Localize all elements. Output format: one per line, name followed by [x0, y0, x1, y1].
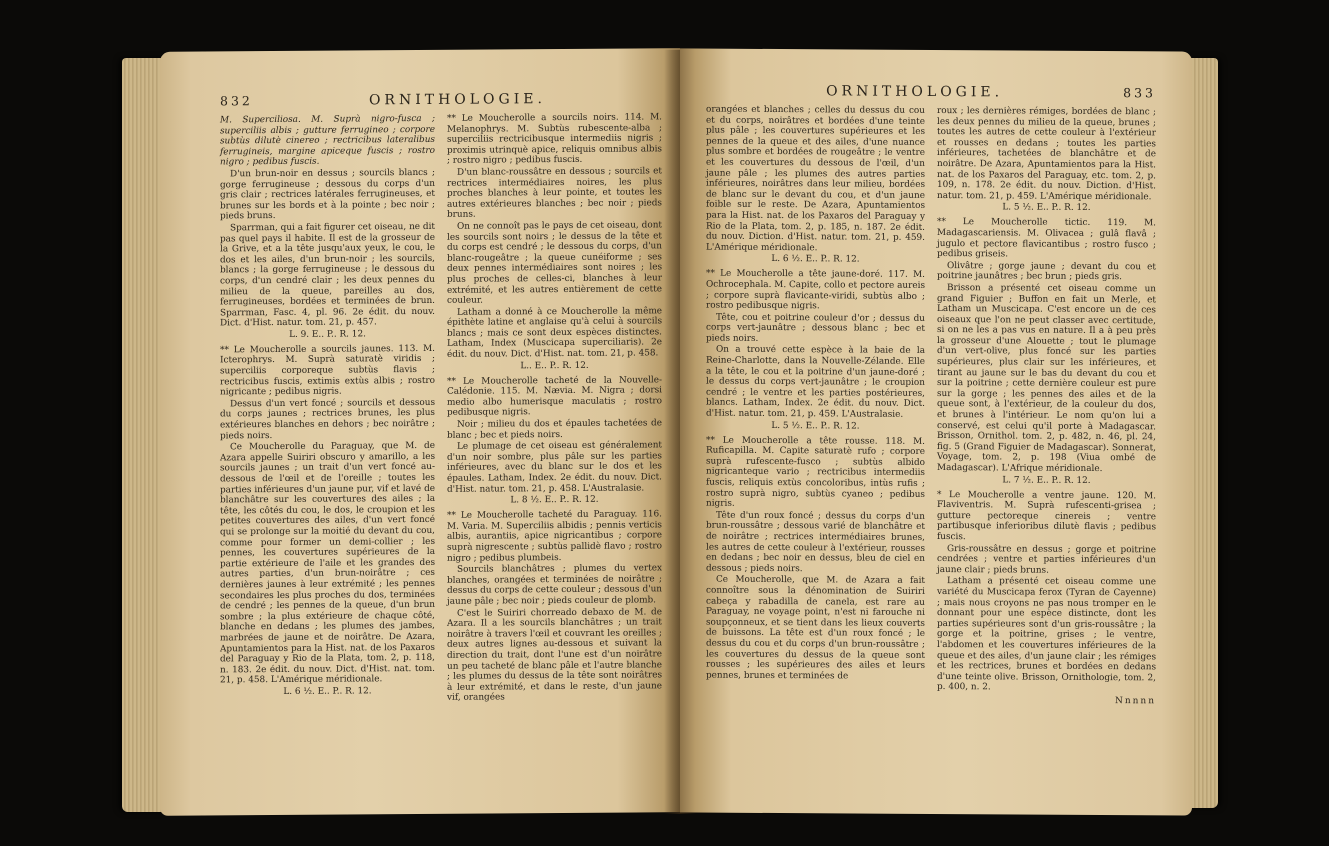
species-entry-heading: ** Le Moucherolle tictic. 119. M. Madagascariensis. M. Olivacea ; gulâ flavâ ; jugulo et pectore flavicantibus ; rostro fusco ; pedibus griseis. [937, 217, 1156, 260]
body-paragraph: Gris-roussâtre en dessus ; gorge et poitrine cendrées ; ventre et parties inférieures d'un jaune clair ; pieds bruns. [937, 543, 1156, 576]
left-page-column-2 [447, 112, 662, 704]
measurement-line: L.. E.. P.. R. 12. [520, 360, 589, 371]
body-paragraph: Olivâtre ; gorge jaune ; devant du cou et poitrine jaunâtres ; bec brun ; pieds gris. [937, 260, 1156, 283]
right-page-header [706, 83, 1156, 102]
body-paragraph: Latham a donné à ce Moucherolle la même épithète latine et anglaise qu'à celui à sourcils blancs ; mais ce sont deux espèces distinctes. Latham, Index (Muscicapa superciliaris). 2e édit. du nouv. Dict. d'Hist. nat. tom. 21, p. 458. [447, 305, 662, 360]
right-page-column-1 [706, 105, 925, 694]
body-paragraph: Sourcils blanchâtres ; plumes du vertex blanches, orangées et terminées de noirâtre ; dessus du corps de cette couleur ; dessous d'un jaune pâle ; bec noir ; pieds couleur de plomb. [447, 563, 662, 607]
body-paragraph: Ce Moucherolle, que M. de Azara a fait connoître sous la dénomination de Suiriri cabeça y rabadilla de canela, est rare au Paraguay, ne voyage point, n'est ni farouche ni soupçonneux, et se tient dans les lieux couverts de buissons. La tête est d'un roux foncé ; le dessus du cou et du corps d'un brun-roussâtre ; les couvertures du dessus de la queue sont rousses ; les supérieures des ailes et leurs pennes, brunes et terminées de [706, 574, 925, 682]
continued-paragraph: roux ; les dernières rémiges, bordées de blanc ; les deux pennes du milieu de la queue, brunes ; toutes les autres de cette couleur à l'extérieur et rousses en dedans ; toutes les parties inférieures, tachetées de blanchâtre et de noirâtre. De Azara, Apuntamientos para la Hist. nat. de los Paxaros del Paraguay, etc. tom. 2, p. 109, n. 178. 2e édit. du nouv. Diction. d'Hist. natur. tom. 21, p. 459. L'Amérique méridionale. [937, 106, 1156, 203]
body-paragraph: Sparrman, qui a fait figurer cet oiseau, ne dit pas quel pays il habite. Il est de la grosseur de la Grive, et a la tête jusqu'aux yeux, le cou, le dos et les ailes, d'un brun-noir ; les sourcils, blancs ; la gorge ferrugineuse ; le dessous du corps, d'un cendré clair ; les deux pennes du milieu de la queue, pareilles au dos, ferrugineuses, bordées et terminées de brun. Sparrman, Fasc. 4, pl. 96. 2e édit. du nouv. Dict. d'Hist. natur. tom. 21, p. 457. [220, 221, 435, 329]
left-page-column-1 [220, 114, 435, 706]
species-entry-heading: ** Le Moucherolle a tête rousse. 118. M. Ruficapilla. M. Capite saturatè rufo ; corpore suprà rufescente-fusco ; subtùs albido nigricanteque vario ; rectricibus intermediis fuscis, reliquis extùs concoloribus, intùs rufis ; rostro suprà nigro, subtùs cyaneo ; pedibus nigris. [706, 435, 925, 509]
species-entry-heading: ** Le Moucherolle a tête jaune-doré. 117. M. Ochrocephala. M. Capite, collo et pectore aureis ; corpore suprà flavicante-viridi, subtùs albo ; rostro pedibusque nigris. [706, 268, 925, 312]
species-entry-heading: ** Le Moucherolle tacheté du Paraguay. 116. M. Varia. M. Superciliis albidis ; pennis verticis albis, aurantiis, apice nigricantibus ; corpore suprà nigrescente ; subtùs pallidè flavo ; rostro nigro ; pedibus plumbeis. [447, 509, 662, 564]
page-number: 833 [1123, 85, 1156, 101]
species-entry-heading: * Le Moucherolle a ventre jaune. 120. M. Flaviventris. M. Suprà rufescenti-grisea ; gutture pectoreque cinereis ; ventre partibusque inferioribus dilutè flavis ; pedibus fuscis. [937, 489, 1156, 543]
continued-paragraph: orangées et blanches ; celles du dessus du cou et du corps, noirâtres et bordées d'une teinte plus pâle ; les couvertures supérieures et les pennes de la queue et des ailes, d'une nuance plus sombre et bordées de rougeâtre ; le ventre et les couvertures du dessous de l'œil, d'un jaune pâle ; les plumes des autres parties inférieures, noirâtres dans leur milieu, bordées de blanc sur le devant du cou, et d'un jaune foible sur le reste. De Azara, Apuntamientos para la Hist. nat. de los Paxaros del Paraguay y Rio de la Plata, tom. 2, p. 185, n. 187. 2e édit. du nouv. Diction. d'Hist. natur. tom. 21, p. 459. L'Amérique méridionale. [706, 104, 925, 253]
body-paragraph: Tête d'un roux foncé ; dessus du corps d'un brun-roussâtre ; dessous varié de blanchâtre et de noirâtre ; rectrices intermédiaires brunes, les autres de cette couleur à l'extérieur, rousses en dedans ; bec noir en dessus, bleu de ciel en dessous ; pieds noirs. [706, 510, 925, 574]
body-paragraph: D'un blanc-roussâtre en dessous ; sourcils et rectrices intermédiaires noires, les plus proches blanches à leur pointe, et toutes les autres extérieures blanches ; bec noir ; pieds bruns. [447, 166, 662, 221]
page-number: 832 [220, 93, 253, 109]
right-page [680, 48, 1192, 815]
left-page-header [220, 90, 662, 109]
measurement-line: L. 5 ½. E.. P.. R. 12. [1002, 202, 1091, 214]
measurement-line: L. 7 ½. E.. P.. R. 12. [1002, 474, 1091, 486]
body-paragraph: Dessus d'un vert foncé ; sourcils et dessous du corps jaunes ; rectrices brunes, les plus extérieures blanches en dehors ; bec noirâtre ; pieds noirs. [220, 397, 435, 442]
measurement-line: L. 6 ½. E.. P.. R. 12. [283, 686, 372, 697]
body-paragraph: Le plumage de cet oiseau est généralement d'un noir sombre, plus pâle sur les parties inférieures, avec du blanc sur le dos et les épaules. Latham, Index. 2e édit. du nouv. Dict. d'Hist. natur. tom. 21, p. 458. L'Australasie. [447, 440, 662, 495]
measurement-line: L. 6 ½. E.. P.. R. 12. [771, 254, 860, 265]
page-edges-right [1188, 58, 1218, 808]
measurement-line: L. 5 ½. E.. P.. R. 12. [771, 420, 860, 432]
body-paragraph: D'un brun-noir en dessus ; sourcils blancs ; gorge ferrugineuse ; dessous du corps d'un gris clair ; rectrices latérales ferrugineuses, et brunes sur les bords et à la pointe ; bec noir ; pieds bruns. [220, 167, 435, 222]
measurement-line: L. 8 ½. E.. P.. R. 12. [510, 494, 599, 506]
signature-mark: Nnnnn [1114, 695, 1156, 707]
left-page [160, 48, 680, 816]
running-head: ORNITHOLOGIE. [826, 83, 1004, 101]
measurement-line: L. 9. E.. P.. R. 12. [289, 329, 366, 340]
body-paragraph: Ce Moucherolle du Paraguay, que M. de Azara appelle Suiriri obscuro y amarillo, a les sourcils jaunes ; un trait d'un vert foncé au-dessous de l'œil et de l'oreille ; toutes les parties inférieures d'un jaune pur, vif et lavé de blanchâtre sur les couvertures des ailes ; la tête, les côtés du cou, le dos, le croupion et les petites couvertures des ailes, d'un vert foncé qui se prolonge sur la moitié du devant du cou, comme pour former un demi-collier ; les pennes, les couvertures supérieures de la partie extérieure de l'aile et les grandes des autres parties, d'un brun-noirâtre ; ces dernières jaunes à leur extrémité ; les pennes secondaires les plus proches du dos, terminées de cendré ; les pennes de la queue, d'un brun sombre ; la plus extérieure de chaque côté, blanche en dedans ; les plumes des jambes, marbrées de jaune et de noirâtre. De Azara, Apuntamientos para la Hist. nat. de los Paxaros del Paraguay y Rio de la Plata, tom. 2, p. 118, n. 183. 2e édit. du nouv. Dict. d'Hist. nat. tom. 21, p. 458. L'Amérique méridionale. [220, 441, 435, 686]
species-diagnosis: M. Superciliosa. M. Suprà nigro-fusca ; superciliis albis ; gutture ferrugineo ; corpore subtùs dilutè cinereo ; rectricibus lateralibus ferrugineis, margine apiceque fuscis ; rostro nigro ; pedibus fuscis. [220, 113, 435, 168]
body-paragraph: Latham a présenté cet oiseau comme une variété du Muscicapa ferox (Tyran de Cayenne) ; mais nous croyons ne pas nous tromper en le donnant pour une espèce distincte, dont les parties supérieures sont d'un gris-roussâtre ; la gorge et la poitrine, grises ; le ventre, l'abdomen et les couvertures inférieures de la queue et des ailes, d'un jaune clair ; les rémiges et les rectrices, brunes et bordées en dedans d'une teinte olive. Brisson, Ornithologie, tom. 2, p. 400, n. 2. [937, 576, 1156, 693]
body-paragraph: C'est le Suiriri chorreado debaxo de M. de Azara. Il a les sourcils blanchâtres ; un trait noirâtre à travers l'œil et couvrant les oreilles ; deux autres lignes au-dessous et suivant la direction du trait, dont l'une est d'un noirâtre un peu tacheté de blanc pâle et l'autre blanche ; les plumes du dessus de la tête sont noirâtres à leur extrémité, et dans le reste, d'un jaune vif, orangées [447, 606, 662, 704]
body-paragraph: On ne connoît pas le pays de cet oiseau, dont les sourcils sont noirs ; le dessus de la tête et du corps est cendré ; le dessous du corps, d'un blanc-rougeâtre ; la queue cunéiforme ; ses deux pennes intermédiaires sont noires ; les plus proches de celles-ci, blanches à leur extrémité, et les autres entièrement de cette couleur. [447, 220, 662, 306]
body-paragraph: Tête, cou et poitrine couleur d'or ; dessus du corps vert-jaunâtre ; dessous blanc ; bec et pieds noirs. [706, 312, 925, 344]
species-entry-heading: ** Le Moucherolle a sourcils noirs. 114. M. Melanophrys. M. Subtùs rubescente-alba ; superciliis rectricibusque intermediis nigris ; proximis utrinquè apice, reliquis omnibus albis ; rostro nigro ; pedibus fuscis. [447, 112, 662, 167]
species-entry-heading: ** Le Moucherolle a sourcils jaunes. 113. M. Icterophrys. M. Suprà saturatè viridis ; superciliis corporeque subtùs flavis ; rectricibus fuscis, extimis extùs albis ; rostro nigricante ; pedibus nigris. [220, 343, 435, 398]
right-page-column-2 [937, 106, 1156, 695]
body-paragraph: On a trouvé cette espèce à la baie de la Reine-Charlotte, dans la Nouvelle-Zélande. Elle a la tête, le cou et la poitrine d'un jaune-doré ; le dessus du corps vert-jaunâtre ; le croupion cendré ; le ventre et les parties postérieures, blancs. Latham, Index. 2e édit. du nouv. Dict. d'Hist. natur. tom. 21, p. 459. L'Australasie. [706, 345, 925, 420]
running-head: ORNITHOLOGIE. [368, 91, 546, 109]
species-entry-heading: ** Le Moucherolle tacheté de la Nouvelle-Calédonie. 115. M. Nævia. M. Nigra ; dorsi medio albo humerisque maculatis ; rostro pedibusque nigris. [447, 374, 662, 419]
body-paragraph: Noir ; milieu du dos et épaules tachetées de blanc ; bec et pieds noirs. [447, 418, 662, 441]
body-paragraph: Brisson a présenté cet oiseau comme un grand Figuier ; Buffon en fait un Merle, et Latham un Muscicapa. C'est encore un de ces oiseaux que l'on ne peut classer avec certitude, si on ne les a pas vus en nature. Il a à peu près la grosseur d'une Alouette ; tout le plumage d'un vert-olive, plus foncé sur les parties supérieures, plus clair sur les inférieures, et tirant au jaune sur le bas du devant du cou et sur la poitrine ; cette dernière couleur est pure sur la gorge ; les pennes des ailes et de la queue sont, à l'extérieur, de la couleur du dos, et brunes à l'intérieur. Le nom qu'on lui a conservé, est celui qu'il porte à Madagascar. Brisson, Ornithol. tom. 2, p. 482, n. 46, pl. 24, fig. 5 (Grand Figuier de Madagascar). Sonnerat, Voyage, tom. 2, p. 198 (Viua ombé de Madagascar). L'Afrique méridionale. [937, 282, 1156, 475]
